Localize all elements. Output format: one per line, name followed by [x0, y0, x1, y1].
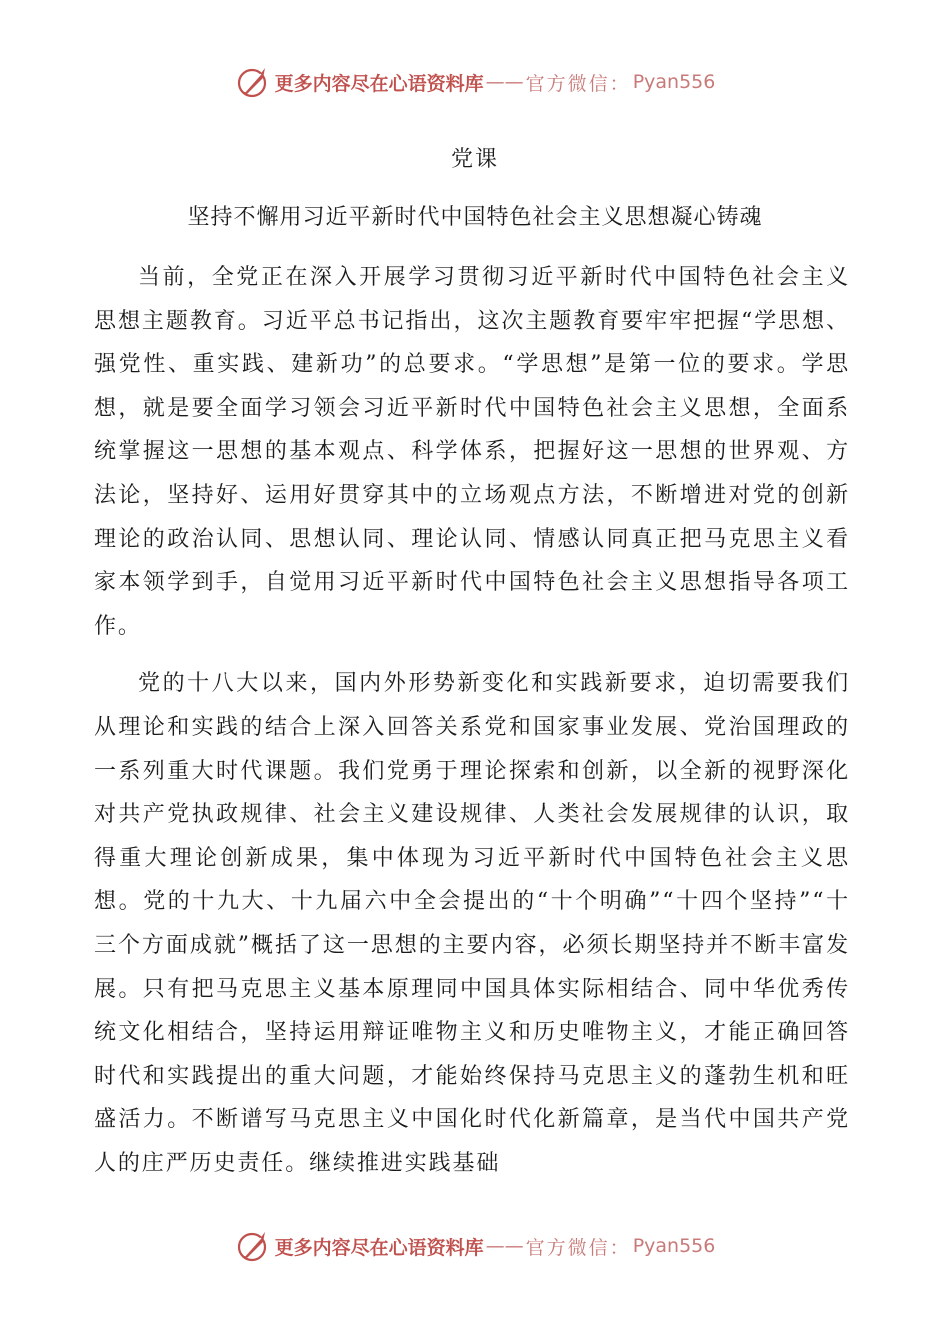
document-body [94, 256, 850, 1199]
paragraph-1: 当前，全党正在深入开展学习贯彻习近平新时代中国特色社会主义思想主题教育。习近平总书记指出，这次主题教育要牢牢把握“学思想、强党性、重实践、建新功”的总要求。“学思想”是第一位的要求。学思想，就是要全面学习领会习近平新时代中国特色社会主义思想，全面系统掌握这一思想的基本观点、科学体系，把握好这一思想的世界观、方法论，坚持好、运用好贯穿其中的立场观点方法，不断增进对党的创新理论的政治认同、思想认同、理论认同、情感认同真正把马克思主义看家本领学到手，自觉用习近平新时代中国特色社会主义思想指导各项工作。 [94, 265, 850, 639]
quill-logo-icon [235, 1228, 271, 1264]
watermark-label: 官方微信： [525, 1236, 631, 1259]
watermark-footer [0, 1226, 950, 1266]
watermark-wechat-id: Pyan556 [632, 71, 716, 93]
watermark-header [0, 62, 950, 102]
watermark-wechat-id: Pyan556 [632, 1235, 716, 1257]
watermark-separator: —— [485, 1235, 524, 1257]
watermark-label: 官方微信： [525, 72, 631, 95]
quill-logo-icon [235, 64, 271, 100]
watermark-brand: 更多内容尽在心语资料库 [274, 72, 484, 95]
document-subtitle: 坚持不懈用习近平新时代中国特色社会主义思想凝心铸魂 [187, 205, 763, 230]
watermark-separator: —— [485, 71, 524, 93]
document-title: 党课 [450, 147, 499, 172]
watermark-brand: 更多内容尽在心语资料库 [274, 1236, 484, 1259]
paragraph-2: 党的十八大以来，国内外形势新变化和实践新要求，迫切需要我们从理论和实践的结合上深入回答关系党和国家事业发展、党治国理政的一系列重大时代课题。我们党勇于理论探索和创新，以全新的视野深化对共产党执政规律、社会主义建设规律、人类社会发展规律的认识，取得重大理论创新成果，集中体现为习近平新时代中国特色社会主义思想。党的十九大、十九届六中全会提出的“十个明确”“十四个坚持”“十三个方面成就”概括了这一思想的主要内容，必须长期坚持并不断丰富发展。只有把马克思主义基本原理同中国具体实际相结合、同中华优秀传统文化相结合，坚持运用辩证唯物主义和历史唯物主义，才能正确回答时代和实践提出的重大问题，才能始终保持马克思主义的蓬勃生机和旺盛活力。不断谱写马克思主义中国化时代化新篇章，是当代中国共产党人的庄严历史责任。继续推进实践基础 [94, 671, 850, 1176]
